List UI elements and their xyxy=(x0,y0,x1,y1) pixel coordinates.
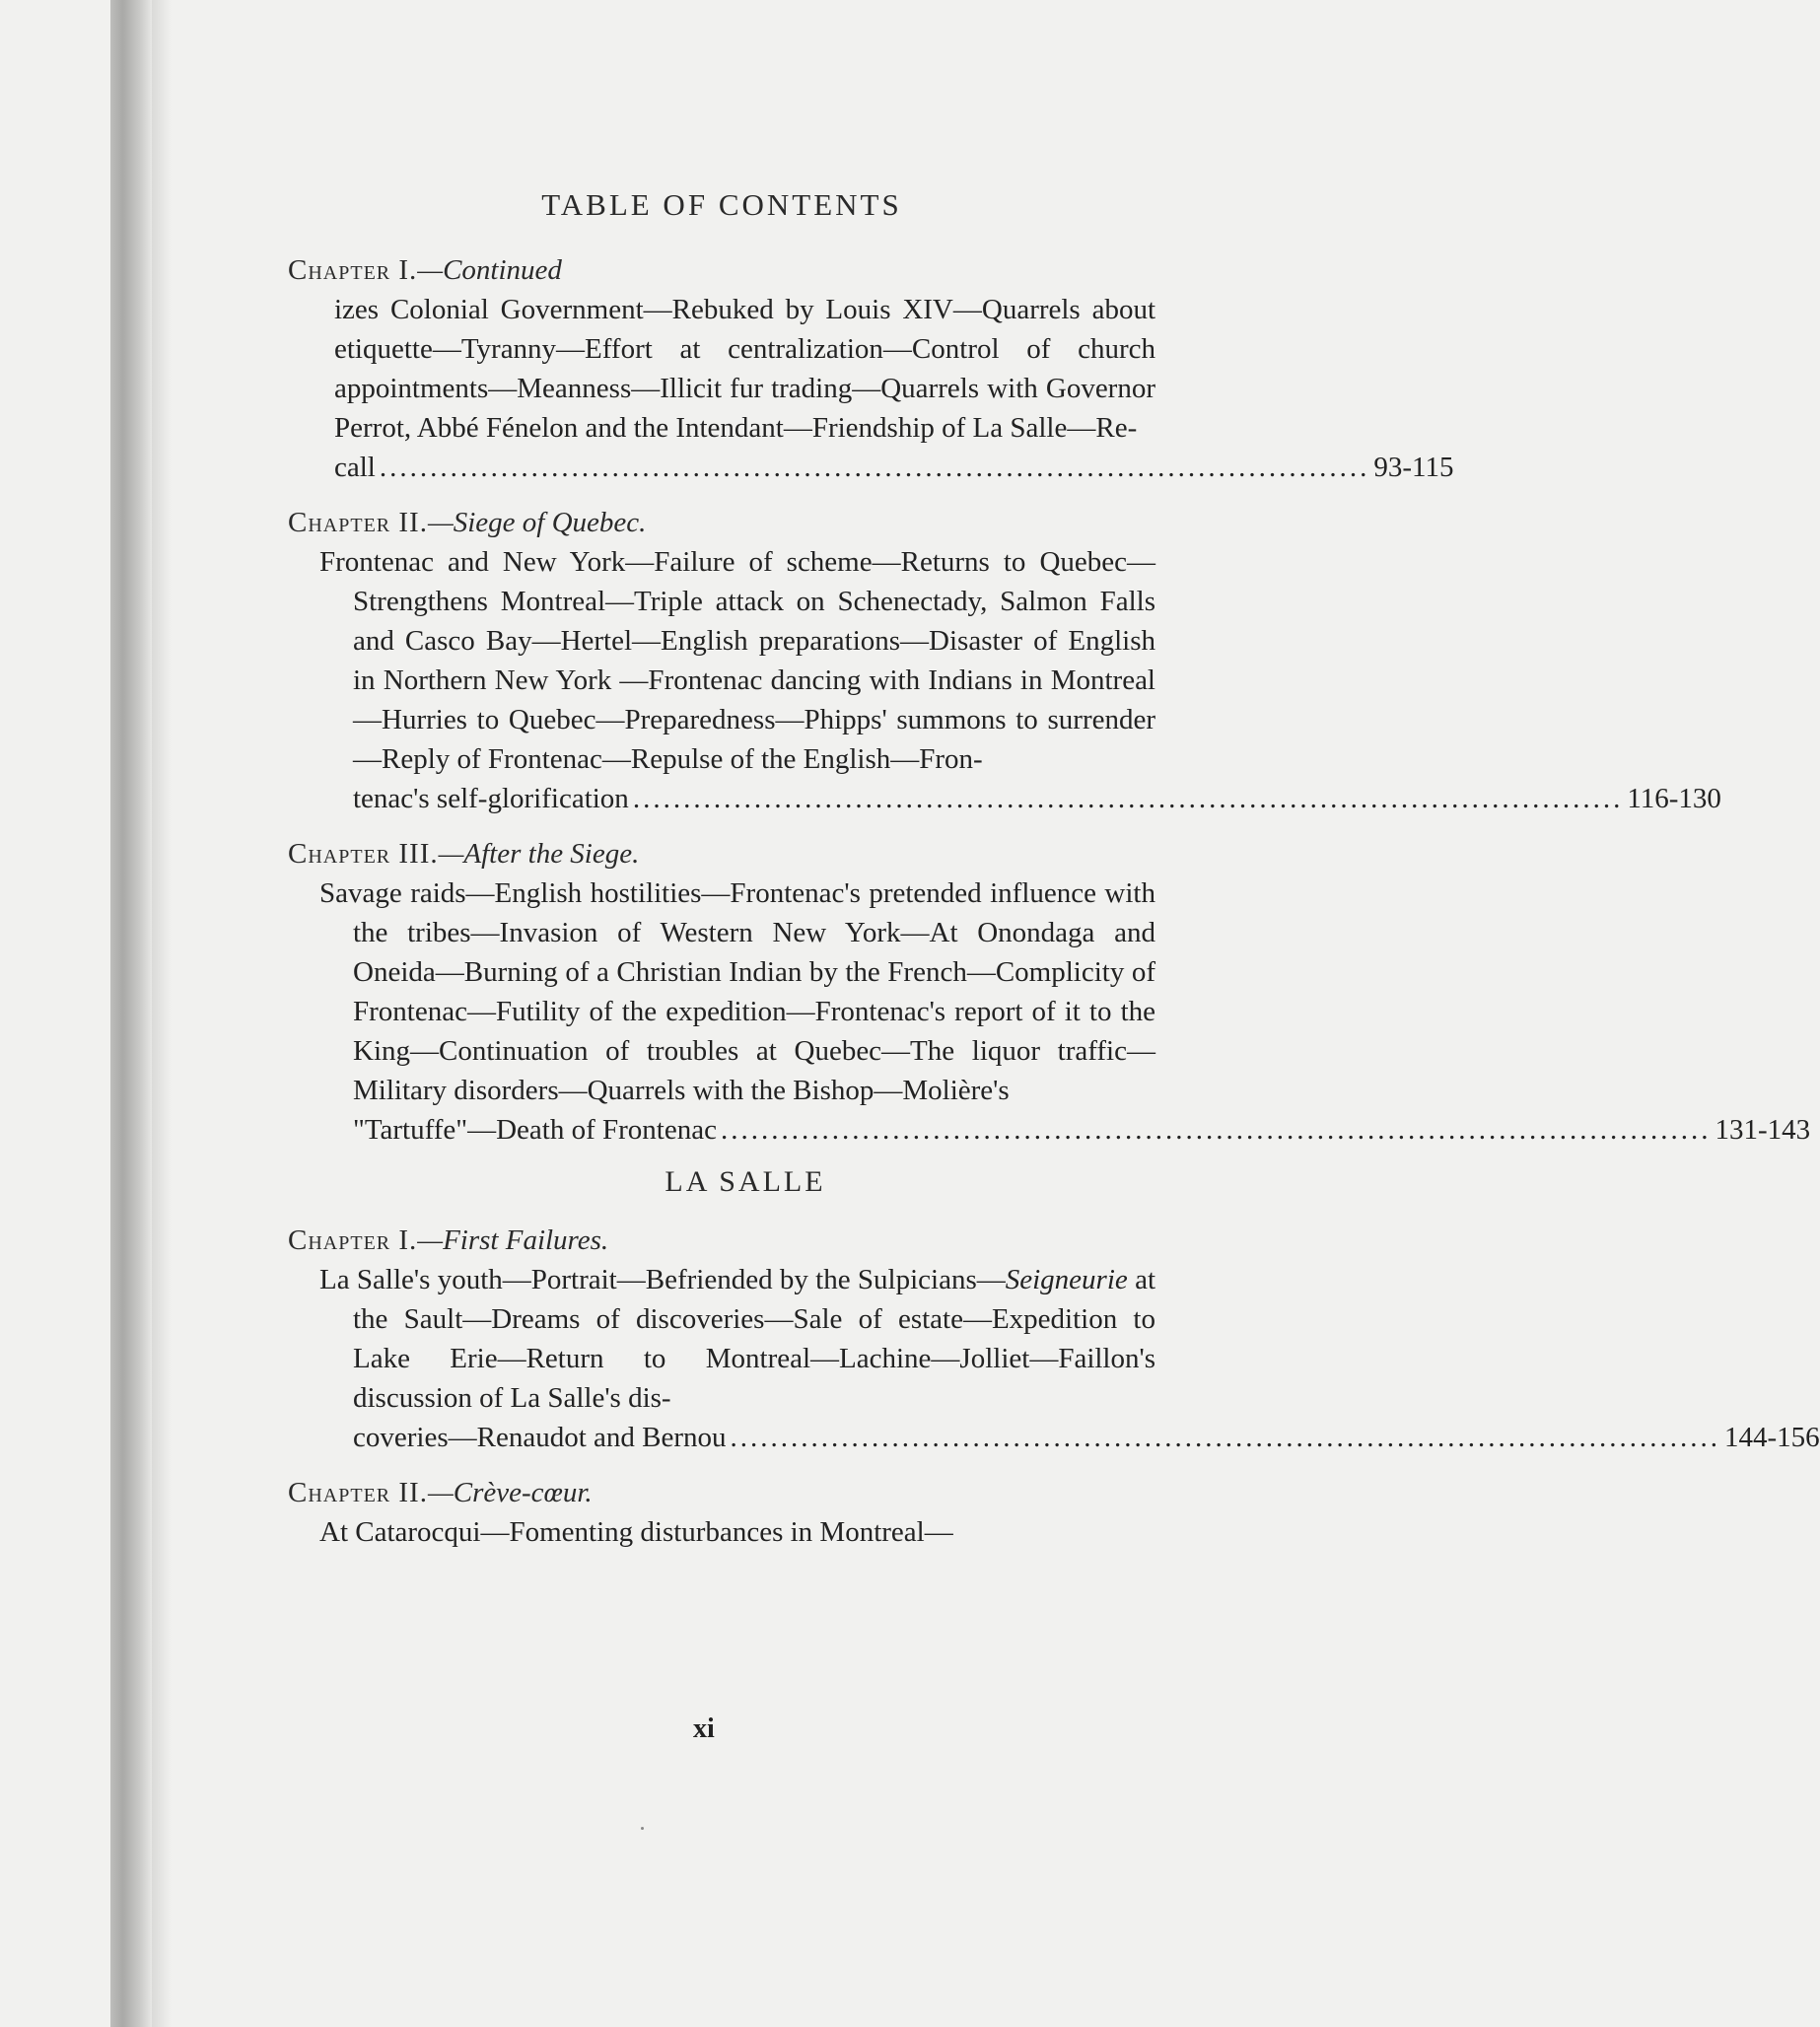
toc-entry xyxy=(288,1221,1820,1457)
chapter-summary xyxy=(288,542,1721,818)
chapter-label: Chapter I. xyxy=(288,254,418,286)
toc-entry xyxy=(288,503,1721,818)
summary-last-line: tenac's self-glorification xyxy=(353,783,629,814)
toc-line xyxy=(353,1418,1820,1457)
summary-text: Frontenac and New York—Failure of scheme—Returns to Quebec—Strengthens Montreal—Triple attack on Schenectady, Salmon Falls and Casco Bay—Hertel—English preparations—Disaster of English in Northern New York —Frontenac dancing with Indians in Montreal—Hurries to Quebec—Preparedness—Phipps' summons to surrender —Reply of Frontenac—Repulse of the English—Fron- xyxy=(319,546,1155,775)
chapter-summary xyxy=(288,290,1454,487)
page-range: 116-130 xyxy=(1627,783,1721,814)
page-range: 144-156 xyxy=(1724,1422,1820,1453)
chapter-label: Chapter III. xyxy=(288,838,439,870)
summary-text: At Catarocqui—Fomenting disturbances in Montreal— xyxy=(319,1516,953,1548)
toc-entry xyxy=(288,250,1454,487)
chapter-summary xyxy=(288,1512,1155,1552)
toc-line xyxy=(353,1110,1811,1150)
chapter-label: Chapter II. xyxy=(288,1477,428,1508)
summary-text-rest: at the Sault—Dreams of discoveries—Sale of estate—Expedition to Lake Erie—Return to Montreal—Lachine—Jolliet—Faillon's discussion of La Salle's dis- xyxy=(353,1264,1155,1414)
summary-last-line: "Tartuffe"—Death of Frontenac xyxy=(353,1114,717,1146)
toc-entry xyxy=(288,834,1811,1150)
page-range: 131-143 xyxy=(1715,1114,1811,1146)
chapter-title: —Crève-cœur. xyxy=(427,1477,593,1508)
summary-text: izes Colonial Government—Rebuked by Louis XIV—Quarrels about etiquette—Tyranny—Effort at centralization—Control of church appointments—Meanness—Illicit fur trading—Quarrels with Governor Perrot, Abbé Fénelon and the Intendant—Friendship of La Salle—Re- xyxy=(334,294,1155,444)
chapter-summary xyxy=(288,1260,1820,1457)
summary-text: Savage raids—English hostilities—Frontenac's pretended influence with the tribes—Invasion of Western New York—At Onondaga and Oneida—Burning of a Christian Indian by the French—Complicity of Frontenac—Futility of the expedition—Frontenac's report of it to the King—Continuation of troubles at Quebec—The liquor traffic—Military disorders—Quarrels with the Bishop—Molière's xyxy=(319,877,1155,1106)
summary-last-line: call xyxy=(334,452,376,483)
dot-leader: .................................................................................................. xyxy=(730,1422,1721,1453)
chapter-title: —First Failures. xyxy=(417,1224,609,1256)
gutter-shadow xyxy=(152,0,172,2027)
toc-page xyxy=(288,187,1820,1568)
dot-leader: .................................................................................................. xyxy=(632,783,1624,814)
chapter-label: Chapter I. xyxy=(288,1224,418,1256)
dot-leader: .................................................................................................. xyxy=(720,1114,1712,1146)
paper-speck xyxy=(641,1827,644,1830)
chapter-title: —After the Siege. xyxy=(438,838,640,870)
chapter-heading xyxy=(288,503,1155,542)
book-spine-shadow xyxy=(110,0,152,2027)
page-number: xi xyxy=(693,1713,715,1744)
summary-italic-term: Seigneurie xyxy=(1005,1264,1128,1295)
chapter-title: —Continued xyxy=(417,254,562,286)
summary-text: La Salle's youth—Portrait—Befriended by the Sulpicians— xyxy=(319,1264,1006,1295)
chapter-summary xyxy=(288,874,1811,1150)
chapter-title: —Siege of Quebec. xyxy=(427,507,647,538)
chapter-heading xyxy=(288,1221,1155,1260)
toc-entry xyxy=(288,1473,1155,1552)
page-range: 93-115 xyxy=(1373,452,1454,483)
page-heading: TABLE OF CONTENTS xyxy=(541,187,902,222)
chapter-heading xyxy=(288,250,1155,290)
toc-line xyxy=(334,448,1454,487)
chapter-heading xyxy=(288,834,1155,874)
summary-last-line: coveries—Renaudot and Bernou xyxy=(353,1422,727,1453)
chapter-heading xyxy=(288,1473,1155,1512)
dot-leader: .................................................................................................. xyxy=(379,452,1370,483)
chapter-label: Chapter II. xyxy=(288,507,428,538)
section-heading: LA SALLE xyxy=(665,1165,826,1198)
toc-line xyxy=(353,779,1721,818)
